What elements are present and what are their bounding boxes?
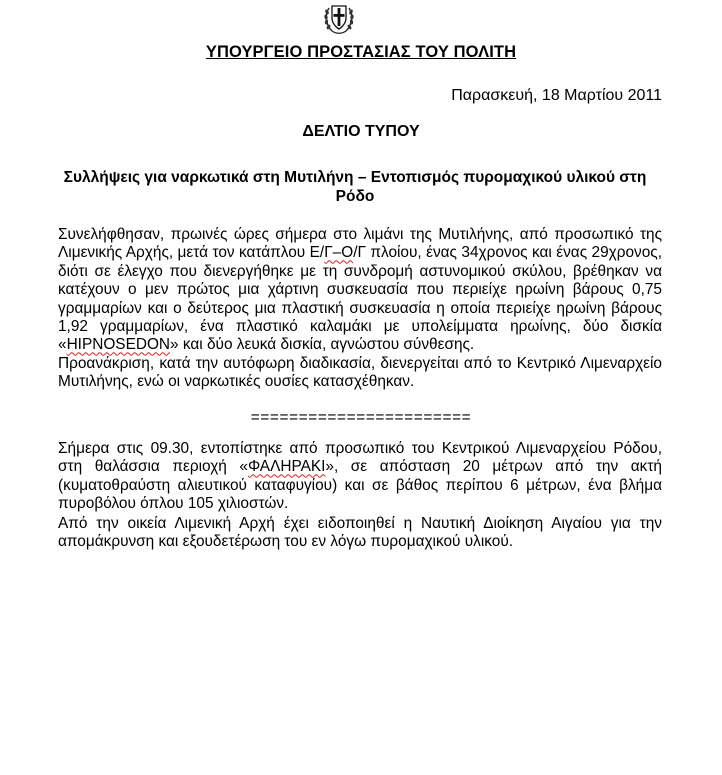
vessel-code: Γ–Ο (324, 244, 354, 262)
paragraph-text: », σε απόσταση 20 μέτρων από την ακτή (κυματοθραύστη αλιευτικού καταφυγίου) και σε βάθος περίπου 6 μέτρων, ένα βλήμα πυροβόλου όπλου 105 χιλιοστών. (58, 458, 662, 513)
paragraph-text: Σήμερα στις 09.30, εντοπίστηκε από προσωπικό του Κεντρικού Λιμεναρχείου Ρόδου, στη θαλάσσια περιοχή « (58, 440, 662, 476)
paragraph-preliminary-investigation: Προανάκριση, κατά την αυτόφωρη διαδικασία, διενεργείται από το Κεντρικό Λιμεναρχείο Μυτιλήνης, ενώ οι ναρκωτικές ουσίες κατασχέθηκαν. (58, 355, 662, 391)
paragraph-text: /Γ πλοίου, ένας 34χρονος και ένας 29χρονος, διότι σε έλεγχο που διενεργήθηκε με τη συνδρομή αστυνομικού σκύλου, βρέθηκαν να κατέχουν ο μεν πρώτος μια χάρτινη συσκευασία που περιείχε ηρωίνη βάρους 0,75 γραμμαρίων και ο δεύτερος μια πλαστική συσκευασία η οποία περιείχε ηρωίνη βάρους 1,92 γραμμαρίων, ένα πλαστικό καλαμάκι με υπολείμματα ηρωίνης, δύο δισκία « (58, 244, 662, 354)
greek-coat-of-arms-icon (322, 0, 356, 36)
ministry-heading: ΥΠΟΥΡΓΕΙΟ ΠΡΟΣΤΑΣΙΑΣ ΤΟΥ ΠΟΛΙΤΗ (205, 43, 517, 61)
headline: Συλλήψεις για ναρκωτικά στη Μυτιλήνη – Εντοπισμός πυρομαχικού υλικού στη Ρόδο (63, 169, 647, 205)
section-separator: ======================= (250, 409, 472, 426)
paragraph-naval-command: Από την οικεία Λιμενική Αρχή έχει ειδοποιηθεί η Ναυτική Διοίκηση Αιγαίου για την απομάκρυνση και εξουδετέρωση του εν λόγω πυρομαχικού υλικού. (58, 515, 662, 551)
paragraph-text: Συνελήφθησαν, πρωινές ώρες σήμερα στο λιμάνι της Μυτιλήνης, από προσωπικό της Λιμενικής Αρχής, μετά τον κατάπλου Ε/ (58, 226, 662, 262)
paragraph-text: » και δύο λευκά δισκία, αγνώστου σύνθεσης. (170, 336, 475, 354)
place-name: ΦΑΛΗΡΑΚΙ (247, 458, 326, 476)
release-date: Παρασκευή, 18 Μαρτίου 2011 (451, 87, 662, 104)
drug-name: HIPNOSEDON (66, 336, 171, 354)
document-title: ΔΕΛΤΙΟ ΤΥΠΟΥ (302, 123, 420, 140)
paragraph-mytilene-arrests (58, 226, 662, 355)
paragraph-rhodes-ordnance (58, 440, 662, 514)
